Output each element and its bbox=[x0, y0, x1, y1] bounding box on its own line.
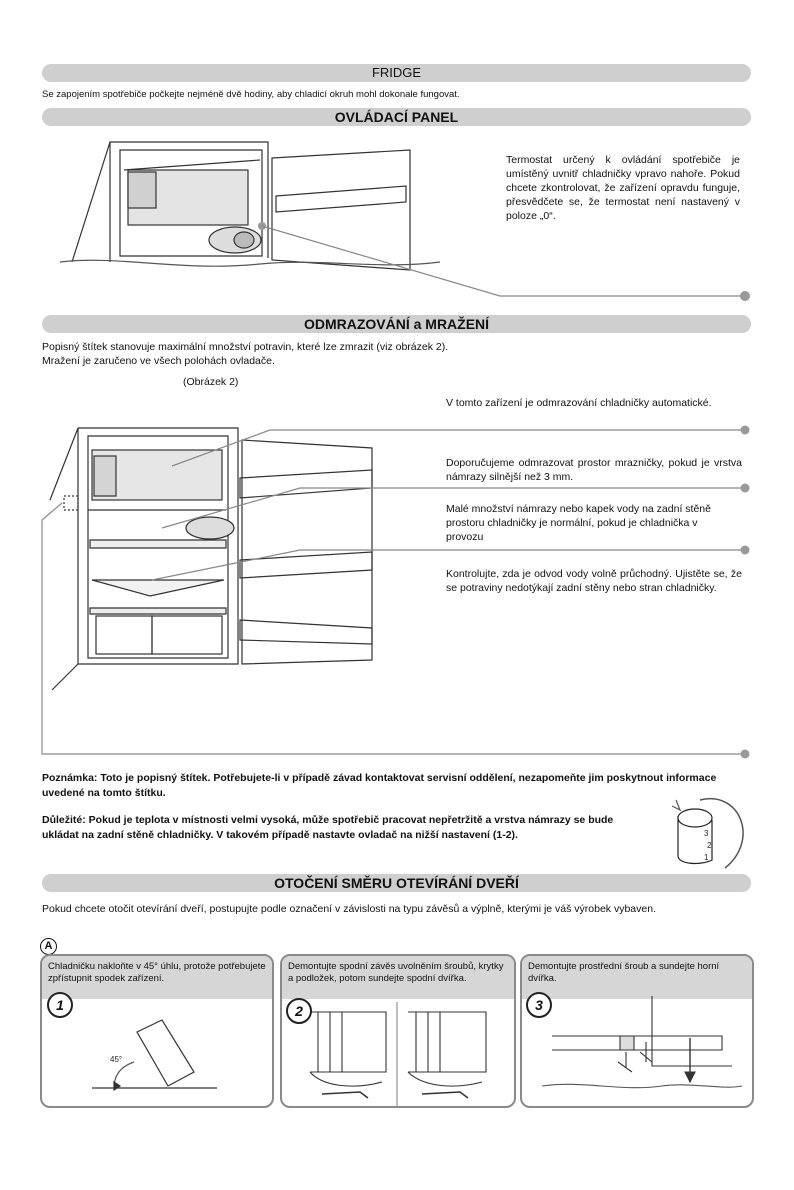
dial-mark-3: 3 bbox=[704, 829, 709, 838]
step-3-illustration bbox=[522, 996, 752, 1106]
step-1-text: Chladničku nakloňte v 45° úhlu, protože potřebujete zpřístupnit spodek zařízení. bbox=[42, 956, 272, 999]
fridge-intro: Se zapojením spotřebiče počkejte nejméně dvě hodiny, aby chladicí okruh mohl dokonale fungovat. bbox=[42, 89, 460, 100]
step-2-illustration bbox=[282, 1002, 514, 1106]
step-3-number: 3 bbox=[526, 992, 552, 1018]
important-text: Důležité: Pokud je teplota v místnosti velmi vysoká, může spotřebič pracovat nepřetržitě a vrstva námrazy se bude ukládat na zadní stěně chladničky. V takovém případě nastavte ovladač na nižší nastavení (1-2). bbox=[42, 814, 614, 841]
variant-a-marker: A bbox=[40, 938, 57, 955]
step-2-text: Demontujte spodní závěs uvolněním šroubů, krytky a podložek, potom sundejte spodní dvířka. bbox=[282, 956, 514, 999]
step-1-illustration bbox=[42, 996, 272, 1106]
figure-label: (Obrázek 2) bbox=[183, 376, 239, 388]
defrost-line-1: Popisný štítek stanovuje maximální množství potravin, které lze zmrazit (viz obrázek 2). bbox=[42, 341, 449, 353]
step-3-text: Demontujte prostřední šroub a sundejte horní dvířka. bbox=[522, 956, 752, 999]
step-panel-2 bbox=[280, 954, 516, 1108]
control-panel-text: Termostat určený k ovládání spotřebiče je umístěný uvnitř chladničky vpravo nahoře. Pokud chcete zkontrolovat, že zařízení opravdu funguje, přesvědčete se, že termostat není nastavený v poloze „0“. bbox=[506, 154, 740, 222]
section-title-fridge: FRIDGE bbox=[371, 65, 422, 80]
callout-4: Kontrolujte, zda je odvod vody volně průchodný. Ujistěte se, že se potraviny nedotýkají zadní stěny nebo stran chladničky. bbox=[446, 568, 742, 594]
section-title-control-panel: OVLÁDACÍ PANEL bbox=[334, 109, 459, 125]
fridge-control-panel-illustration bbox=[60, 142, 440, 270]
door-intro: Pokud chcete otočit otevírání dveří, postupujte podle označení v závislosti na typu závěsů a výplně, kterými je váš výrobek vybaven. bbox=[42, 903, 656, 915]
step-panel-3 bbox=[520, 954, 754, 1108]
section-title-defrost: ODMRAZOVÁNÍ a MRAŽENÍ bbox=[303, 316, 490, 332]
callout-2: Doporučujeme odmrazovat prostor mrazničky, pokud je vrstva námrazy silnější než 3 mm. bbox=[446, 457, 742, 483]
step-panel-1 bbox=[40, 954, 274, 1108]
dial-mark-1: 1 bbox=[704, 853, 709, 862]
callout-1: V tomto zařízení je odmrazování chladničky automatické. bbox=[446, 397, 712, 409]
step-1-angle: 45° bbox=[110, 1055, 123, 1064]
fridge-defrost-illustration bbox=[50, 428, 372, 690]
section-title-door: OTOČENÍ SMĚRU OTEVÍRÁNÍ DVEŘÍ bbox=[274, 875, 519, 891]
control-panel-leader bbox=[258, 222, 750, 301]
callout-3: Malé množství námrazy nebo kapek vody na zadní stěně prostoru chladničky je normální, pokud je chladnička v provozu bbox=[446, 503, 711, 543]
step-2-number: 2 bbox=[286, 998, 312, 1024]
step-1-number: 1 bbox=[47, 992, 73, 1018]
defrost-line-2: Mražení je zaručeno ve všech polohách ovladače. bbox=[42, 355, 275, 367]
note-text: Poznámka: Toto je popisný štítek. Potřebujete-li v případě závad kontaktovat servisní oddělení, nezapomeňte jim poskytnout informace uvedené na tomto štítku. bbox=[42, 772, 717, 799]
dial-mark-2: 2 bbox=[707, 841, 712, 850]
